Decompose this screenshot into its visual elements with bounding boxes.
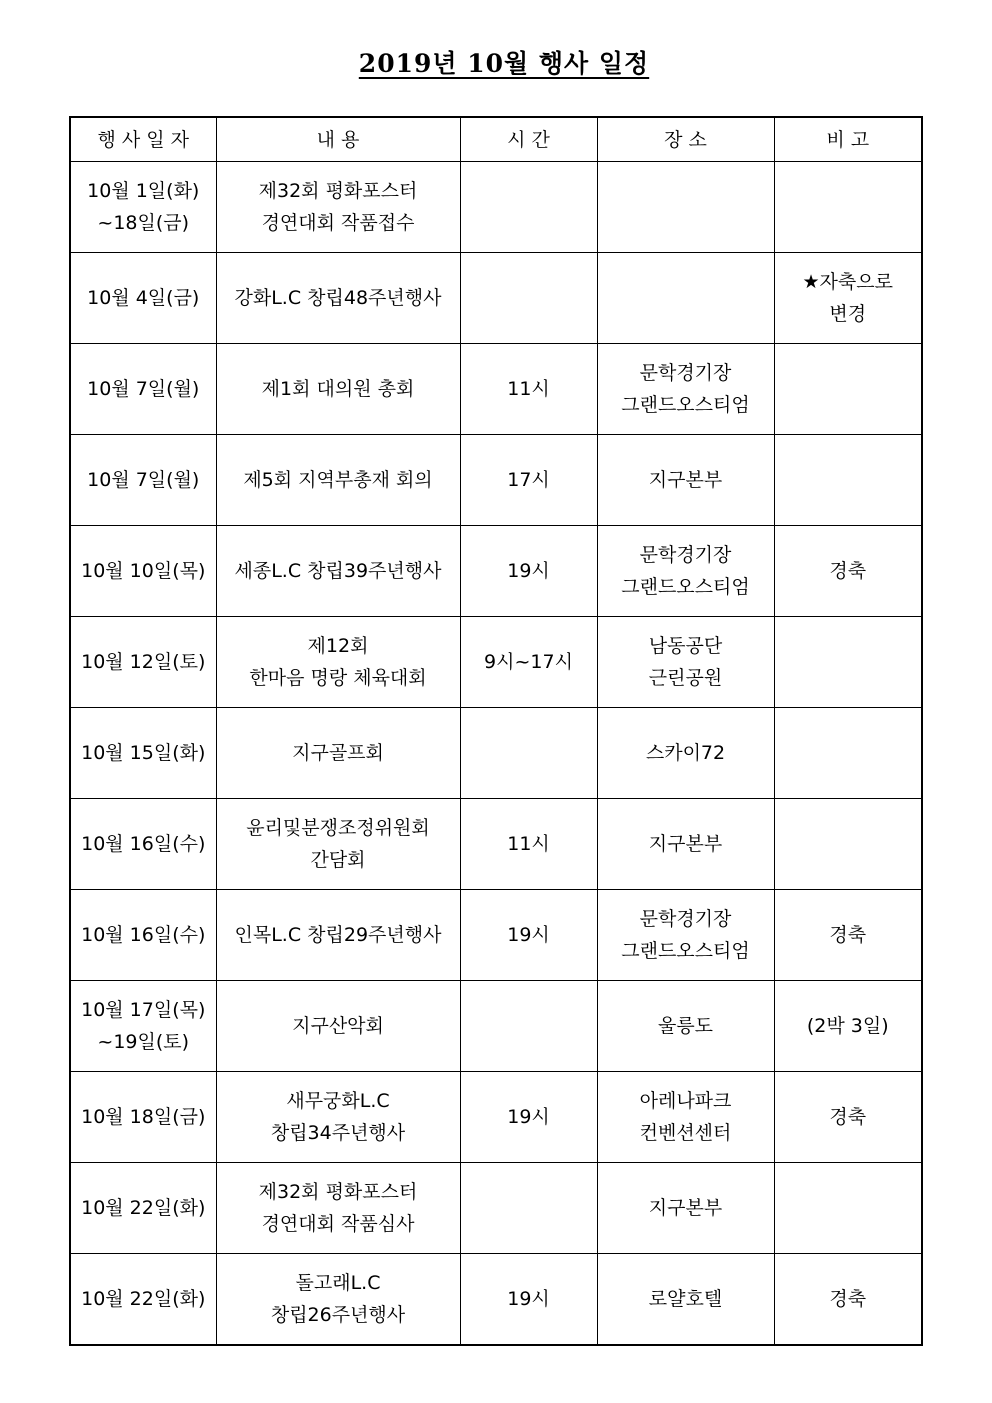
cell-content: 제12회 한마음 명랑 체육대회 <box>216 617 460 708</box>
cell-content: 제1회 대의원 총회 <box>216 344 460 435</box>
cell-date: 10월 1일(화) ~18일(금) <box>70 162 216 253</box>
cell-time: 9시~17시 <box>460 617 597 708</box>
cell-content: 지구골프회 <box>216 708 460 799</box>
cell-date: 10월 16일(수) <box>70 799 216 890</box>
cell-time <box>460 708 597 799</box>
cell-content: 세종L.C 창립39주년행사 <box>216 526 460 617</box>
cell-date: 10월 4일(금) <box>70 253 216 344</box>
event-schedule-table <box>69 116 923 1346</box>
cell-place: 로얄호텔 <box>597 1254 774 1346</box>
cell-time <box>460 981 597 1072</box>
cell-note <box>774 1163 922 1254</box>
cell-content: 지구산악회 <box>216 981 460 1072</box>
table-row <box>70 708 922 799</box>
cell-time: 19시 <box>460 890 597 981</box>
cell-note <box>774 708 922 799</box>
table-row <box>70 1254 922 1346</box>
header-note: 비 고 <box>774 117 922 162</box>
table-row <box>70 799 922 890</box>
cell-content: 강화L.C 창립48주년행사 <box>216 253 460 344</box>
cell-time: 17시 <box>460 435 597 526</box>
table-row <box>70 1163 922 1254</box>
cell-note: 경축 <box>774 1072 922 1163</box>
table-row <box>70 526 922 617</box>
header-row <box>70 117 922 162</box>
cell-place: 아레나파크 컨벤션센터 <box>597 1072 774 1163</box>
table-row <box>70 890 922 981</box>
page-title-text: 2019년 10월 행사 일정 <box>358 49 650 78</box>
table-row <box>70 617 922 708</box>
header-date: 행 사 일 자 <box>70 117 216 162</box>
cell-place: 지구본부 <box>597 799 774 890</box>
cell-time: 19시 <box>460 1254 597 1346</box>
cell-note <box>774 435 922 526</box>
cell-note: 경축 <box>774 1254 922 1346</box>
cell-note <box>774 344 922 435</box>
cell-note: (2박 3일) <box>774 981 922 1072</box>
cell-date: 10월 7일(월) <box>70 344 216 435</box>
cell-content: 제32회 평화포스터 경연대회 작품접수 <box>216 162 460 253</box>
cell-place: 문학경기장 그랜드오스티엄 <box>597 890 774 981</box>
cell-time <box>460 162 597 253</box>
cell-note <box>774 162 922 253</box>
cell-content: 인목L.C 창립29주년행사 <box>216 890 460 981</box>
cell-place: 문학경기장 그랜드오스티엄 <box>597 526 774 617</box>
cell-date: 10월 10일(목) <box>70 526 216 617</box>
cell-note: ★자축으로 변경 <box>774 253 922 344</box>
header-content: 내 용 <box>216 117 460 162</box>
cell-date: 10월 22일(화) <box>70 1254 216 1346</box>
cell-place <box>597 253 774 344</box>
table-row <box>70 1072 922 1163</box>
cell-time <box>460 253 597 344</box>
cell-time: 11시 <box>460 799 597 890</box>
cell-date: 10월 15일(화) <box>70 708 216 799</box>
table-row <box>70 435 922 526</box>
cell-place: 스카이72 <box>597 708 774 799</box>
cell-place: 지구본부 <box>597 435 774 526</box>
cell-place: 남동공단 근린공원 <box>597 617 774 708</box>
header-place: 장 소 <box>597 117 774 162</box>
table-row <box>70 253 922 344</box>
cell-date: 10월 18일(금) <box>70 1072 216 1163</box>
cell-place: 지구본부 <box>597 1163 774 1254</box>
cell-note <box>774 799 922 890</box>
cell-note: 경축 <box>774 890 922 981</box>
cell-note: 경축 <box>774 526 922 617</box>
cell-content: 새무궁화L.C 창립34주년행사 <box>216 1072 460 1163</box>
cell-time: 19시 <box>460 526 597 617</box>
cell-place: 문학경기장 그랜드오스티엄 <box>597 344 774 435</box>
table-row <box>70 981 922 1072</box>
cell-time: 19시 <box>460 1072 597 1163</box>
cell-date: 10월 17일(목) ~19일(토) <box>70 981 216 1072</box>
cell-content: 윤리및분쟁조정위원회 간담회 <box>216 799 460 890</box>
cell-date: 10월 22일(화) <box>70 1163 216 1254</box>
cell-place <box>597 162 774 253</box>
cell-note <box>774 617 922 708</box>
cell-content: 제5회 지역부총재 회의 <box>216 435 460 526</box>
cell-content: 제32회 평화포스터 경연대회 작품심사 <box>216 1163 460 1254</box>
cell-place: 울릉도 <box>597 981 774 1072</box>
cell-content: 돌고래L.C 창립26주년행사 <box>216 1254 460 1346</box>
cell-time: 11시 <box>460 344 597 435</box>
cell-date: 10월 12일(토) <box>70 617 216 708</box>
cell-time <box>460 1163 597 1254</box>
table-row <box>70 162 922 253</box>
cell-date: 10월 16일(수) <box>70 890 216 981</box>
page-title <box>0 44 992 80</box>
table-row <box>70 344 922 435</box>
header-time: 시 간 <box>460 117 597 162</box>
cell-date: 10월 7일(월) <box>70 435 216 526</box>
